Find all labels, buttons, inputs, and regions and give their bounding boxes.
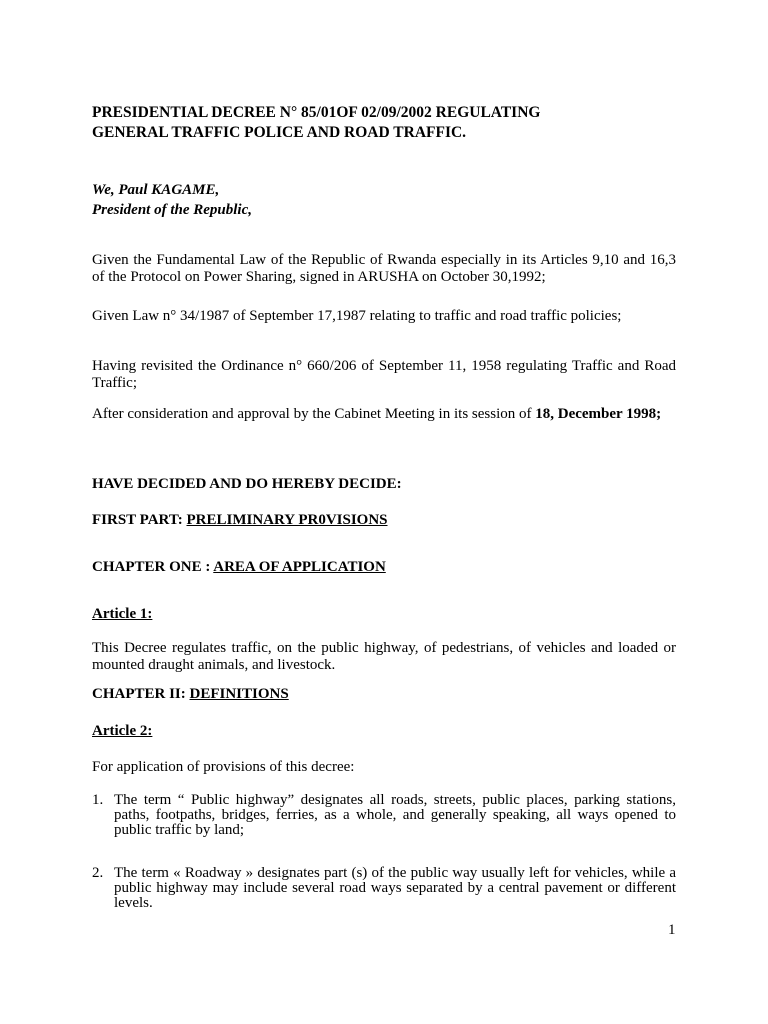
preamble-law-34-1987: Given Law n° 34/1987 of September 17,1987 relating to traffic and road traffic policies;: [92, 308, 622, 324]
decision-heading: HAVE DECIDED AND DO HEREBY DECIDE:: [92, 476, 402, 492]
preamble-ordinance-660-206: Having revisited the Ordinance n° 660/206 of September 11, 1958 regulating Traffic and Road Traffic;: [92, 358, 676, 391]
cabinet-approval-date: 18, December 1998;: [535, 406, 662, 422]
preamble-fundamental-law: Given the Fundamental Law of the Republic of Rwanda especially in its Articles 9,10 and 16,3 of the Protocol on Power Sharing, signed in ARUSHA on October 30,1992;: [92, 252, 676, 285]
chapter-two-prefix: CHAPTER II:: [92, 686, 190, 702]
definition-number: 2.: [92, 865, 104, 881]
first-part-heading: [92, 512, 676, 529]
signatory-name: We, Paul KAGAME,: [92, 182, 220, 198]
definition-number: 1.: [92, 792, 104, 808]
decree-title: [92, 103, 676, 143]
article-1-text: This Decree regulates traffic, on the public highway, of pedestrians, of vehicles and loaded or mounted draught animals, and livestock.: [92, 640, 676, 673]
signatory-role: President of the Republic,: [92, 202, 252, 218]
chapter-two-title: DEFINITIONS: [189, 686, 289, 702]
article-2-heading-text: Article 2:: [92, 723, 153, 739]
article-2-intro: For application of provisions of this decree:: [92, 759, 355, 775]
first-part-prefix: FIRST PART:: [92, 512, 187, 528]
article-1-heading: [92, 606, 676, 623]
chapter-one-title: AREA OF APPLICATION: [213, 559, 386, 575]
chapter-one-heading: [92, 559, 676, 576]
cabinet-approval-text: After consideration and approval by the Cabinet Meeting in its session of: [92, 406, 536, 422]
chapter-one-prefix: CHAPTER ONE :: [92, 559, 214, 575]
signatory-block: [92, 180, 676, 220]
preamble-cabinet-approval: [92, 406, 676, 423]
decree-title-line-2: GENERAL TRAFFIC POLICE AND ROAD TRAFFIC.: [92, 124, 467, 141]
chapter-two-heading: [92, 686, 676, 703]
article-2-heading: [92, 723, 676, 740]
first-part-title: PRELIMINARY PR0VISIONS: [186, 512, 388, 528]
page-number: 1: [668, 922, 676, 938]
definition-text: The term “ Public highway” designates all roads, streets, public places, parking stations, paths, footpaths, bridges, ferries, as a whole, and generally speaking, all ways opened to public traffic by land;: [114, 792, 676, 838]
definition-text: The term « Roadway » designates part (s) of the public way usually left for vehicles, while a public highway may include several road ways separated by a central pavement or different levels.: [114, 865, 676, 911]
article-1-heading-text: Article 1:: [92, 606, 153, 622]
definition-item: [92, 866, 676, 911]
decree-title-line-1: PRESIDENTIAL DECREE N° 85/01OF 02/09/2002 REGULATING: [92, 104, 541, 121]
definition-item: [92, 793, 676, 838]
